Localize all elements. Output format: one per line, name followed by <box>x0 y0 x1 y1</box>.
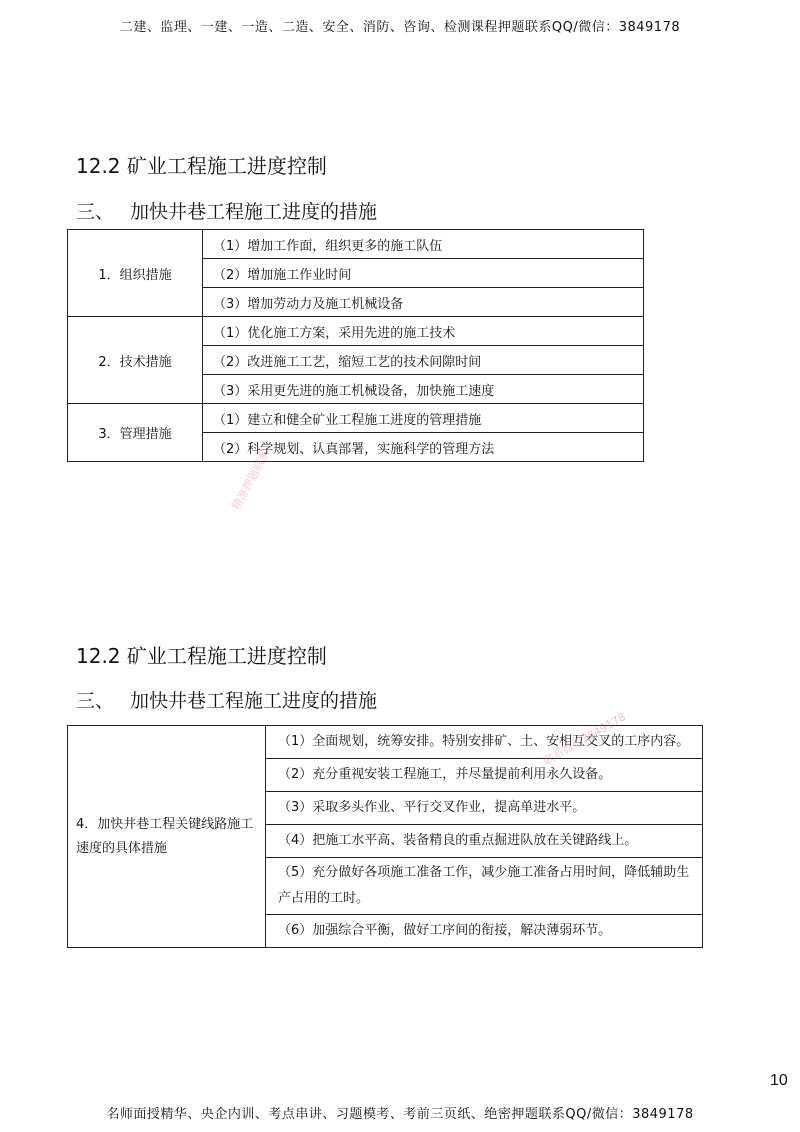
page-number: 10 <box>770 1072 788 1089</box>
header-banner: 二建、监理、一建、一造、二造、安全、消防、咨询、检测课程押题联系QQ/微信：3849178 <box>119 20 681 35</box>
measure-cell: （3）增加劳动力及施工机械设备 <box>203 288 644 317</box>
table-row <box>68 317 644 346</box>
measure-cell: （1）增加工作面，组织更多的施工队伍 <box>203 230 644 259</box>
category-cell: 4．加快井巷工程关键线路施工速度的具体措施 <box>68 726 266 948</box>
subtitle-text: 加快井巷工程施工进度的措施 <box>130 201 378 223</box>
measure-cell: （4）把施工水平高、装备精良的重点掘进队放在关键路线上。 <box>266 825 703 858</box>
measure-cell: （5）充分做好各项施工准备工作，减少施工准备占用时间，降低辅助生产占用的工时。 <box>266 858 703 915</box>
measure-cell: （1）建立和健全矿业工程施工进度的管理措施 <box>203 404 644 433</box>
section-title-2: 12.2 矿业工程施工进度控制 <box>76 644 327 668</box>
watermark: 精准押题联系 <box>229 447 273 513</box>
measure-cell: （1）全面规划，统筹安排。特别安排矿、土、安相互交叉的工序内容。 <box>266 726 703 759</box>
footer-banner: 名师面授精华、央企内训、考点串讲、习题模考、考前三页纸、绝密押题联系QQ/微信：3849178 <box>106 1107 694 1122</box>
section-subtitle-2 <box>76 686 377 713</box>
subtitle-number: 三、 <box>76 690 115 712</box>
measure-cell: （3）采取多头作业、平行交叉作业，提高单进水平。 <box>266 792 703 825</box>
section-subtitle-1 <box>76 197 377 224</box>
subtitle-text: 加快井巷工程施工进度的措施 <box>130 690 378 712</box>
measure-cell: （3）采用更先进的施工机械设备，加快施工速度 <box>203 375 644 404</box>
measure-cell: （2）充分重视安装工程施工，并尽量提前利用永久设备。 <box>266 759 703 792</box>
section-title-1: 12.2 矿业工程施工进度控制 <box>76 154 327 178</box>
category-cell: 1．组织措施 <box>68 230 203 317</box>
measure-cell: （2）增加施工作业时间 <box>203 259 644 288</box>
measures-table-2 <box>67 725 703 948</box>
table-row <box>68 230 644 259</box>
measure-cell: （1）优化施工方案，采用先进的施工技术 <box>203 317 644 346</box>
measures-table-1 <box>67 229 644 462</box>
category-cell: 2．技术措施 <box>68 317 203 404</box>
measure-cell: （2）改进施工工艺，缩短工艺的技术间隙时间 <box>203 346 644 375</box>
table-row <box>68 404 644 433</box>
watermark: 联系微信3849178 <box>541 710 629 768</box>
measure-cell: （6）加强综合平衡，做好工序间的衔接，解决薄弱环节。 <box>266 915 703 948</box>
category-cell: 3．管理措施 <box>68 404 203 462</box>
measure-cell: （2）科学规划、认真部署，实施科学的管理方法 <box>203 433 644 462</box>
subtitle-number: 三、 <box>76 201 115 223</box>
